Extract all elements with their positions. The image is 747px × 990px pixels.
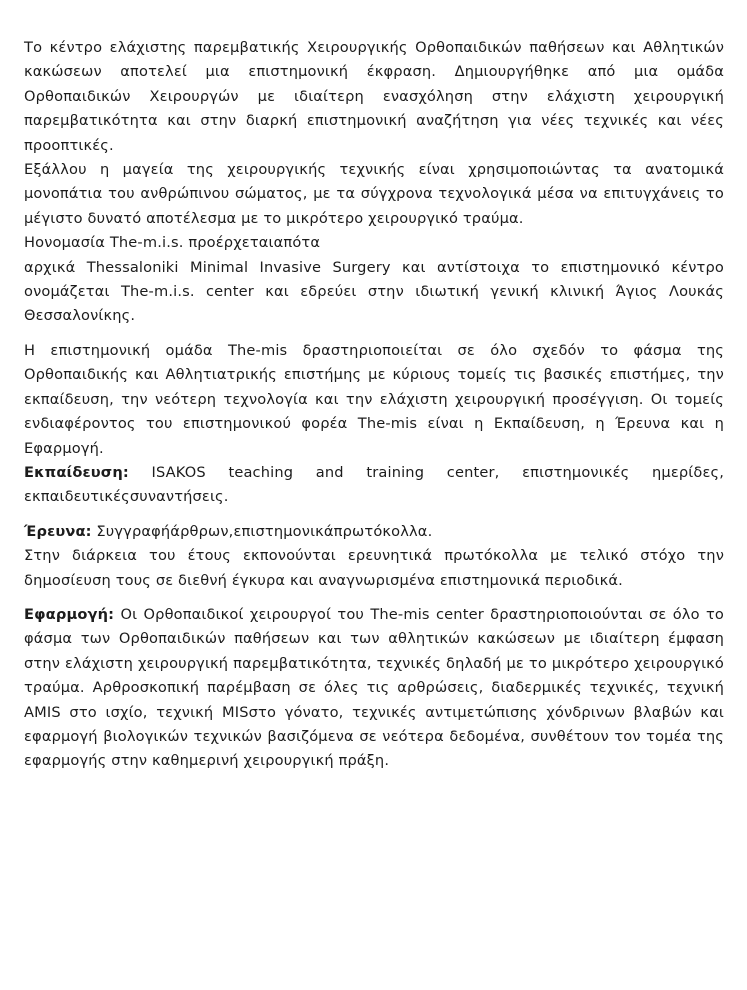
naming-line-1: Ηονομασία The-m.i.s. προέρχεταιαπότα bbox=[24, 234, 321, 252]
naming-paragraph: αρχικά Thessaloniki Minimal Invasive Surgery και αντίστοιχα το επιστημονικό κέντρο ονομάζεται The-m.i.s. center και εδρεύει στην ιδιωτική γενική κλινική Άγιος Λουκάς Θεσσαλονίκης. bbox=[24, 258, 724, 325]
application-paragraph bbox=[24, 603, 724, 774]
application-heading: Εφαρμογή: bbox=[24, 605, 115, 623]
application-text: Οι Ορθοπαιδικοί χειρουργοί του The-mis center δραστηριοποιούνται σε όλο το φάσμα των Ορθοπαιδικών παθήσεων και των αθλητικών κακώσεων με ιδιαίτερη έμφαση στην ελάχιστη χειρουργική παρεμβατικότητα, τεχνικές δηλαδή με το μικρότερο χειρουργικό τραύμα. Αρθροσκοπική παρέμβαση σε όλες τις αρθρώσεις, διαδερμικές τεχνικές, τεχνική AMIS στο ισχίο, τεχνική MISστο γόνατο, τεχνικές αντιμετώπισης χόνδρινων βλαβών και εφαρμογή βιολογικών τεχνικών βασιζόμενα σε νεότερα δεδομένα, συνθέτουν τον τομέα της εφαρμογής στην καθημερινή χειρουργική πράξη. bbox=[24, 605, 724, 770]
research-heading: Έρευνα: bbox=[24, 522, 92, 540]
document-page bbox=[24, 36, 724, 774]
intro-paragraph-1: Το κέντρο ελάχιστης παρεμβατικής Χειρουργικής Ορθοπαιδικών παθήσεων και Αθλητικών κακώσεων αποτελεί μια επιστημονική έκφραση. Δημιουργήθηκε από μια ομάδα Ορθοπαιδικών Χειρουργών με ιδιαίτερη ενασχόληση στην ελάχιστη χειρουργική παρεμβατικότητα και στην διαρκή επιστημονική αναζήτηση για νέες τεχνικές και νέες προοπτικές. bbox=[24, 39, 724, 154]
education-paragraph bbox=[24, 461, 724, 510]
research-text: Συγγραφήάρθρων,επιστημονικάπρωτόκολλα. bbox=[91, 522, 433, 540]
education-text: ISAKOS teaching and training center, επιστημονικές ημερίδες, εκπαιδευτικέςσυναντήσεις. bbox=[24, 463, 724, 506]
education-heading: Εκπαίδευση: bbox=[24, 463, 129, 481]
research-paragraph: Στην διάρκεια του έτους εκπονούνται ερευνητικά πρωτόκολλα με τελικό στόχο την δημοσίευση τους σε διεθνή έγκυρα και αναγνωρισμένα επιστημονικά περιοδικά. bbox=[24, 547, 724, 589]
team-paragraph: Η επιστημονική ομάδα The-mis δραστηριοποιείται σε όλο σχεδόν το φάσμα της Ορθοπαιδικής και Αθλητιατρικής επιστήμης με κύριους τομείς τις βασικές επιστήμες, την εκπαίδευση, την νεότερη τεχνολογία και την ελάχιστη χειρουργική προσέγγιση. Οι τομείς ενδιαφέροντος του επιστημονικού φορέα The-mis είναι η Εκπαίδευση, η Έρευνα και η Εφαρμογή. bbox=[24, 341, 724, 457]
intro-paragraph-2: Εξάλλου η μαγεία της χειρουργικής τεχνικής είναι χρησιμοποιώντας τα ανατομικά μονοπάτια του ανθρώπινου σώματος, με τα σύγχρονα τεχνολογικά μέσα να επιτυγχάνεις το μέγιστο δυνατό αποτέλεσμα με το μικρότερο χειρουργικό τραύμα. bbox=[24, 161, 724, 227]
research-line bbox=[24, 520, 724, 544]
